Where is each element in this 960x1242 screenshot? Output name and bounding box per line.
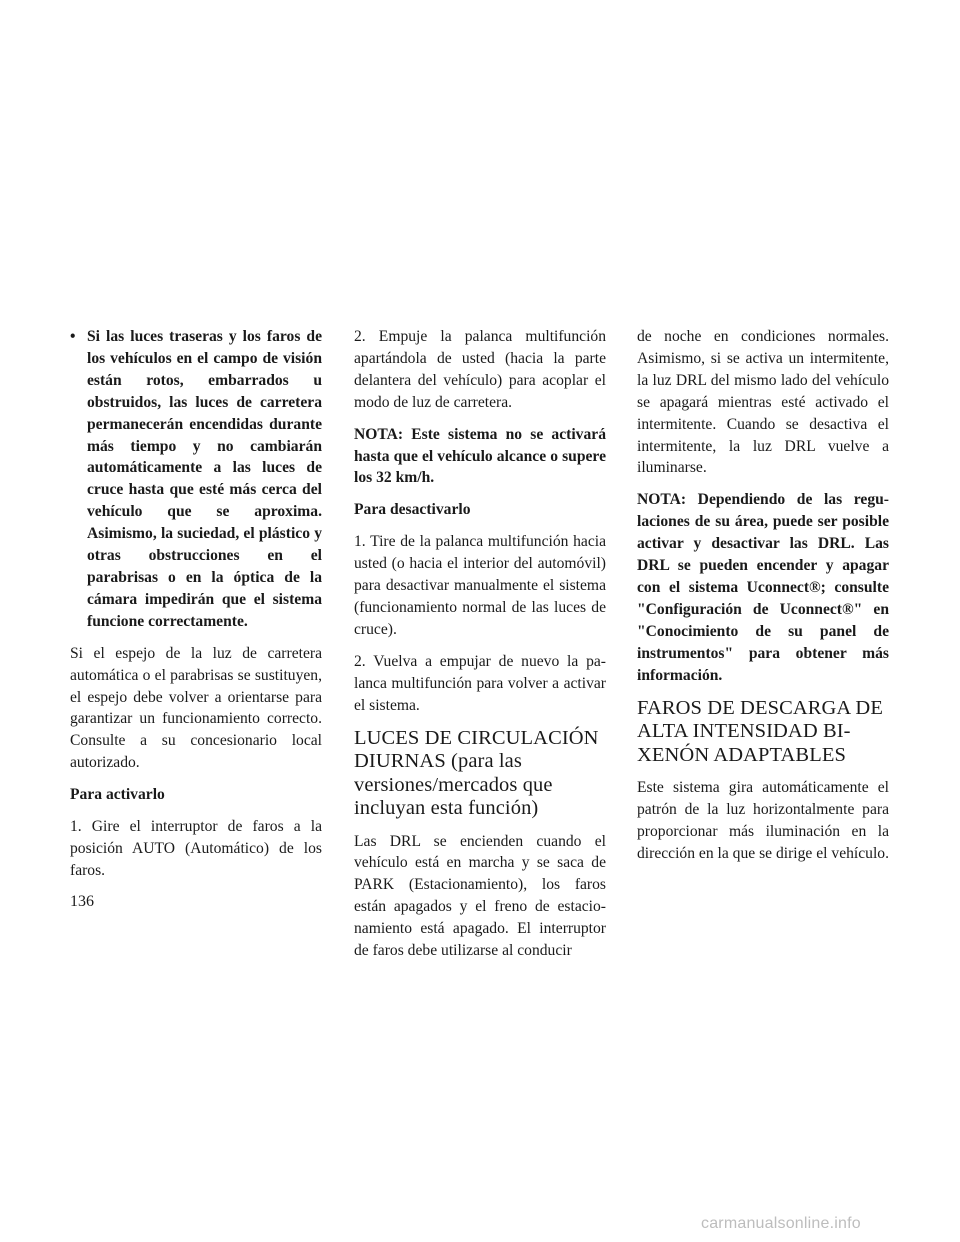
drl-regulation-note: NOTA: Dependiendo de las regulaciones de su área, puede ser posible activar y desactivar las DRL. Las DRL se pueden encender y apagar con el sistema Uconnect®; consulte "Configuración de Uconnect®" en "Conocimiento de su panel de instrumentos" para obtener más información. [637,491,889,684]
activate-subheading: Para activarlo [70,786,165,804]
activate-step-2: 2. Empuje la palanca multifunción apartándola de usted (hacia la parte delantera del vehículo) para acoplar el modo de luz de carretera. [354,328,606,411]
watermark-text: carmanualsonline.info [701,1215,861,1232]
mirror-replacement-paragraph: Si el espejo de la luz de carretera automática o el parabrisas se sustituyen, el espejo debe volver a orientarse para garantizar un funcionamiento correcto. Consulte a su concesionario local autorizado. [70,644,322,772]
bullet-warning-item [70,326,322,633]
text-column-right [637,326,889,875]
deactivate-step-1: 1. Tire de la palanca multifunción hacia usted (o hacia el interior del automóvil) para desactivar manualmente el sistema (funcionamiento normal de las luces de cruce). [354,533,606,638]
drl-paragraph: Las DRL se encienden cuando el vehículo está en marcha y se saca de PARK (Estacionamiento), los faros están apagados y el freno de estacionamiento está apagado. El interruptor de faros debe utilizarse al conducir [354,832,606,960]
bullet-text: Si las luces traseras y los faros de los vehículos en el campo de visión están rotos, embarrados u obstruidos, las luces de carretera permanecerán encendidas durante más tiempo y no cambiarán automáticamente a las luces de cruce hasta que esté más cerca del vehículo que se aproxima. Asimismo, la suciedad, el plástico y otras obstrucciones en el parabrisas o en la óptica de la cámara impedirán que el sistema funcione correctamente. [87,328,322,630]
page-number: 136 [70,893,94,910]
hid-paragraph: Este sistema gira automáticamente el patrón de la luz horizontalmente para proporcionar más iluminación en la dirección en la que se dirige el vehículo. [637,779,889,862]
hid-section-heading: FAROS DE DESCARGA DE ALTA INTENSIDAD BI-XENÓN ADAPTABLES [637,696,883,766]
activate-step-1: 1. Gire el interruptor de faros a la posición AUTO (Automático) de los faros. [70,818,322,879]
deactivate-subheading: Para desactivarlo [354,501,471,519]
speed-note: NOTA: Este sistema no se activará hasta que el vehículo alcance o supere los 32 km/h. [354,425,606,487]
text-column-middle [354,326,606,972]
bullet-dot: • [70,328,76,345]
drl-paragraph-continued: de noche en condiciones normales. Asimismo, si se activa un intermitente, la luz DRL del mismo lado del vehículo se apagará mientras esté activado el intermitente. Cuando se desactiva el intermitente, la luz DRL vuelve a iluminarse. [637,328,889,477]
drl-section-heading: LUCES DE CIRCULACIÓN DIURNAS (para las versiones/mercados que incluyan esta función) [354,726,599,819]
text-column-left [70,326,322,892]
deactivate-step-2: 2. Vuelva a empujar de nuevo la palanca multifunción para volver a activar el sistema. [354,652,606,714]
